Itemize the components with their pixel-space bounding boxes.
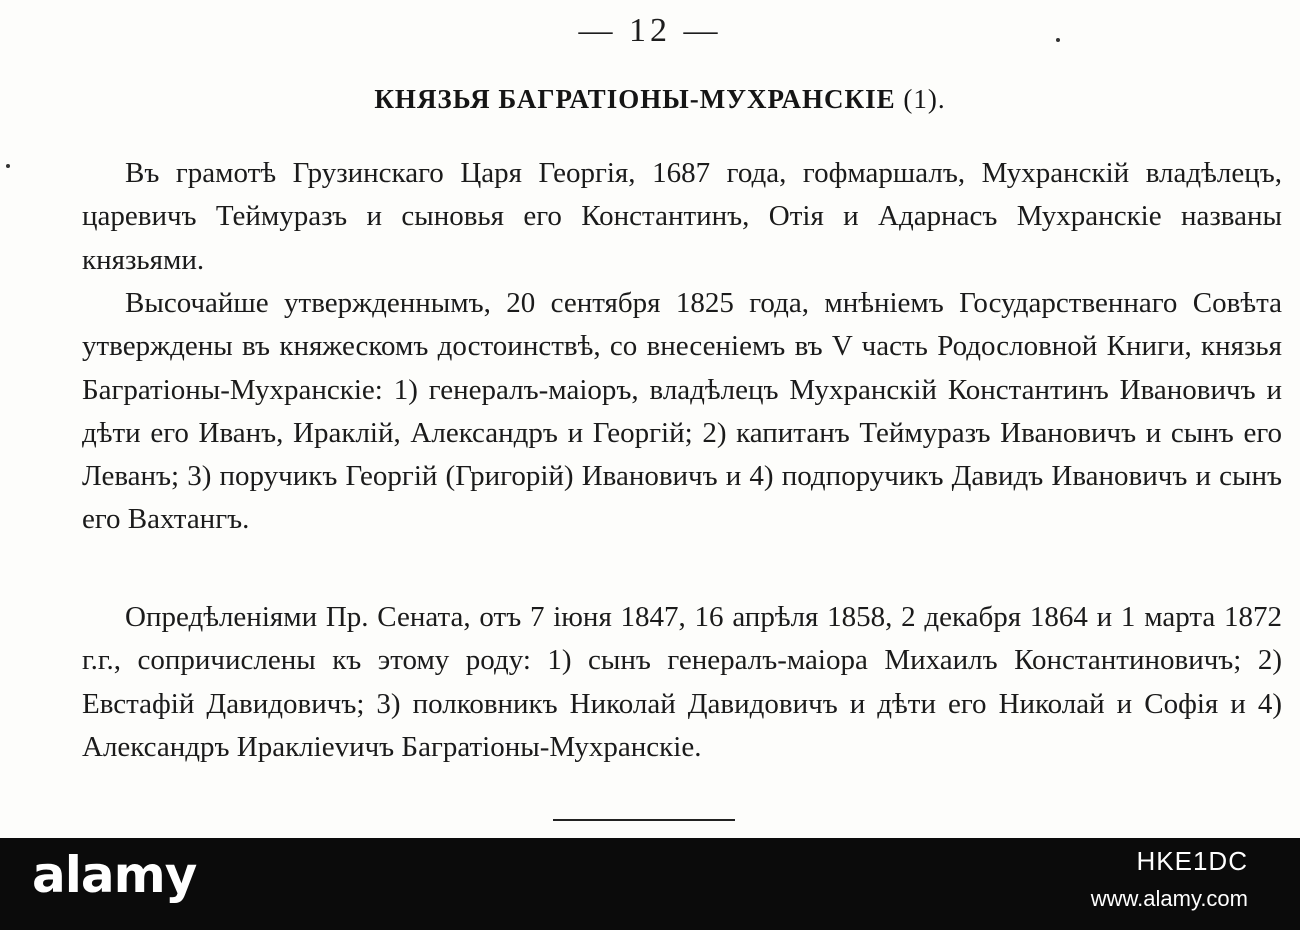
paragraph-text: Высочайше утвержденнымъ, 20 сентября 1825 года, мнѣніемъ Государственнаго Совѣта утверждены въ княжескомъ достоинствѣ, со внесеніемъ въ V часть Родословной Книги, князья Багратіоны-Мухранскіе: 1) генералъ-маіоръ, владѣлецъ Мухранскій Константинъ Ивановичъ и дѣти его Иванъ, Ираклій, Александръ и Георгій; 2) капитанъ Теймуразъ Ивановичъ и сынъ его Леванъ; 3) поручикъ Георгій (Григорій) Ивановичъ и 4) подпоручикъ Давидъ Ивановичъ и сынъ его Вахтангъ. <box>82 287 1282 536</box>
ink-speck <box>6 164 10 168</box>
paragraph-1 <box>82 152 1282 282</box>
ink-speck <box>1056 38 1060 42</box>
alamy-logo: alamy <box>32 846 197 904</box>
image-id: HKE1DC <box>1136 846 1248 876</box>
site-url: www.alamy.com <box>1090 886 1248 911</box>
paragraph-2 <box>82 282 1282 542</box>
paragraph-text: Въ грамотѣ Грузинскаго Царя Георгія, 1687 года, гофмаршалъ, Мухранскій владѣлецъ, царевичъ Теймуразъ и сыновья его Константинъ, Отія и Адарнасъ Мухранскіе названы князьями. <box>82 157 1282 276</box>
heading-title: КНЯЗЬЯ БАГРАТІОНЫ-МУХРАНСКІЕ <box>374 84 896 114</box>
paragraph-text: Опредѣленіями Пр. Сената, отъ 7 іюня 1847, 16 апрѣля 1858, 2 декабря 1864 и 1 марта 1872 г.г., сопричислены къ этому роду: 1) сынъ генералъ-маіора Михаилъ Константиновичъ; 2) Евстафій Давидовичъ; 3) полковникъ Николай Давидовичъ и дѣти его Николай и Софія и 4) Александръ Ираклievичъ Багратіоны-Мухранскіе. <box>82 601 1282 763</box>
section-heading <box>0 84 1300 115</box>
closing-rule <box>553 819 735 821</box>
paragraph-3 <box>82 596 1282 769</box>
heading-footnote-marker: (1). <box>903 84 946 114</box>
watermark-bar <box>0 838 1300 930</box>
page-number: — 12 — <box>578 12 722 49</box>
